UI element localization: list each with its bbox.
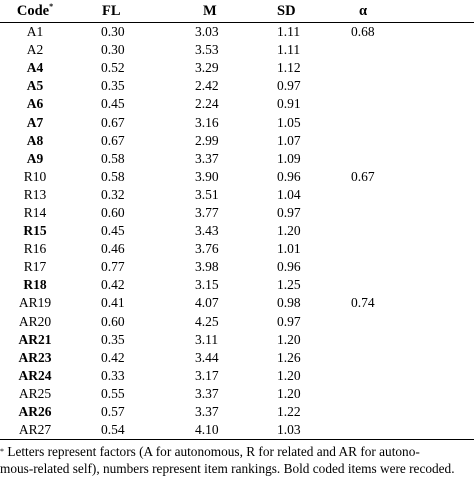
table-row: [0, 132, 474, 150]
cell-code: R13: [23, 186, 47, 202]
cell-m: 3.37: [195, 150, 219, 166]
cell-m: 2.24: [195, 96, 219, 112]
cell-code: A1: [26, 24, 44, 40]
cell-m: 2.99: [195, 132, 219, 148]
cell-alpha: 0.74: [351, 295, 375, 311]
cell-alpha: [337, 77, 431, 95]
cell-sd: 1.09: [277, 150, 301, 166]
cell-alpha: [337, 276, 431, 294]
cell-spacer: [431, 276, 474, 294]
cell-code: A2: [26, 42, 44, 58]
footnote-mark: *: [0, 447, 4, 456]
cell-m: 3.11: [195, 331, 219, 347]
cell-alpha: [337, 222, 431, 240]
cell-fl: 0.58: [101, 150, 125, 166]
table-row: [0, 294, 474, 312]
cell-fl: 0.35: [101, 78, 125, 94]
cell-fl: 0.30: [101, 42, 125, 58]
table-row: [0, 95, 474, 113]
table-row: [0, 385, 474, 403]
cell-spacer: [431, 222, 474, 240]
cell-alpha: [337, 240, 431, 258]
cell-alpha: [337, 258, 431, 276]
cell-fl: 0.60: [101, 313, 125, 329]
cell-sd: 0.97: [277, 313, 301, 329]
cell-fl: 0.32: [101, 186, 125, 202]
cell-fl: 0.67: [101, 114, 125, 130]
cell-alpha: [337, 41, 431, 59]
table-row: [0, 77, 474, 95]
cell-spacer: [431, 168, 474, 186]
table-row: [0, 258, 474, 276]
cell-code: R18: [23, 277, 47, 293]
cell-sd: 0.96: [277, 259, 301, 275]
cell-fl: 0.52: [101, 60, 125, 76]
cell-fl: 0.42: [101, 349, 125, 365]
table-header: [0, 0, 474, 23]
cell-sd: 1.11: [277, 42, 301, 58]
cell-code: AR24: [18, 367, 52, 383]
cell-sd: 1.01: [277, 241, 301, 257]
cell-m: 3.53: [195, 42, 219, 58]
cell-code: R10: [23, 168, 47, 184]
footnote-line-1: Letters represent factors (A for autonomous, R for related and AR for autono-: [4, 444, 420, 459]
cell-spacer: [431, 204, 474, 222]
cell-fl: 0.77: [101, 259, 125, 275]
header-code-label: Code: [16, 2, 50, 19]
table-row: [0, 113, 474, 131]
cell-spacer: [431, 240, 474, 258]
cell-m: 4.25: [195, 313, 219, 329]
header-m: [181, 0, 277, 23]
cell-sd: 1.20: [277, 385, 301, 401]
cell-sd: 1.26: [277, 349, 301, 365]
header-m-label: M: [203, 2, 217, 19]
cell-alpha: [337, 186, 431, 204]
cell-sd: 0.96: [277, 168, 301, 184]
cell-sd: 0.97: [277, 204, 301, 220]
cell-fl: 0.41: [101, 295, 125, 311]
table-row: [0, 349, 474, 367]
cell-alpha: [337, 331, 431, 349]
cell-fl: 0.33: [101, 367, 125, 383]
table-row: [0, 41, 474, 59]
cell-code: A7: [26, 114, 44, 130]
cell-m: 3.15: [195, 277, 219, 293]
table-row: [0, 403, 474, 421]
table-row: [0, 186, 474, 204]
cell-code: A5: [26, 78, 44, 94]
cell-code: R16: [23, 241, 47, 257]
cell-spacer: [431, 186, 474, 204]
cell-m: 3.76: [195, 241, 219, 257]
cell-code: AR23: [18, 349, 52, 365]
cell-fl: 0.60: [101, 204, 125, 220]
cell-m: 3.51: [195, 186, 219, 202]
cell-sd: 1.22: [277, 404, 301, 420]
cell-spacer: [431, 258, 474, 276]
cell-m: 3.77: [195, 204, 219, 220]
cell-m: 3.43: [195, 223, 219, 239]
cell-alpha: [337, 367, 431, 385]
cell-spacer: [431, 95, 474, 113]
table-row: [0, 222, 474, 240]
table-body: [0, 23, 474, 440]
cell-alpha: 0.68: [351, 24, 375, 40]
cell-sd: 1.20: [277, 367, 301, 383]
cell-code: A4: [26, 60, 44, 76]
cell-m: 3.03: [195, 24, 219, 40]
cell-spacer: [431, 367, 474, 385]
cell-code: AR25: [18, 385, 52, 401]
cell-alpha: [337, 313, 431, 331]
cell-alpha: [337, 385, 431, 403]
cell-sd: 1.05: [277, 114, 301, 130]
table-footnote: [0, 443, 474, 477]
header-alpha: [337, 0, 431, 23]
cell-spacer: [431, 132, 474, 150]
cell-code: R15: [23, 223, 47, 239]
cell-m: 4.10: [181, 421, 277, 440]
header-sd: [277, 0, 337, 23]
cell-fl: 0.30: [101, 24, 125, 40]
cell-sd: 0.91: [277, 96, 301, 112]
table-row: [0, 204, 474, 222]
footnote-line-2: mous-related self), numbers represent item rankings. Bold coded items were recoded.: [0, 461, 455, 476]
table-row: [0, 23, 474, 42]
header-code-footnote-mark: *: [49, 1, 54, 11]
cell-alpha: [337, 349, 431, 367]
cell-code: R14: [23, 204, 47, 220]
cell-code: A8: [26, 132, 44, 148]
header-sd-label: SD: [277, 2, 296, 19]
cell-alpha: [337, 59, 431, 77]
cell-sd: 0.97: [277, 78, 301, 94]
cell-code: AR19: [18, 295, 52, 311]
cell-spacer: [431, 59, 474, 77]
cell-fl: 0.67: [101, 132, 125, 148]
table-row: [0, 331, 474, 349]
header-spacer: [431, 0, 474, 23]
header-code: [0, 0, 70, 23]
cell-spacer: [431, 294, 474, 312]
cell-fl: 0.45: [101, 223, 125, 239]
cell-sd: 1.11: [277, 24, 301, 40]
cell-spacer: [431, 403, 474, 421]
cell-sd: 1.04: [277, 186, 301, 202]
cell-fl: 0.57: [101, 404, 125, 420]
cell-m: 2.42: [195, 78, 219, 94]
header-fl: [70, 0, 181, 23]
cell-fl: 0.58: [101, 168, 125, 184]
cell-m: 4.07: [195, 295, 219, 311]
cell-m: 3.37: [195, 385, 219, 401]
cell-code: A9: [26, 150, 44, 166]
cell-sd: 1.03: [277, 421, 337, 440]
table-row: [0, 421, 474, 440]
cell-sd: 1.20: [277, 331, 301, 347]
cell-spacer: [431, 331, 474, 349]
cell-spacer: [431, 385, 474, 403]
table-row: [0, 150, 474, 168]
cell-sd: 1.20: [277, 223, 301, 239]
table-row: [0, 276, 474, 294]
cell-m: 3.29: [195, 60, 219, 76]
cell-m: 3.98: [195, 259, 219, 275]
cell-code: AR26: [18, 404, 52, 420]
cell-spacer: [431, 23, 474, 42]
cell-spacer: [431, 349, 474, 367]
cell-fl: 0.55: [101, 385, 125, 401]
cell-sd: 1.25: [277, 277, 301, 293]
cell-alpha: [337, 421, 431, 440]
cell-m: 3.16: [195, 114, 219, 130]
cell-sd: 1.12: [277, 60, 301, 76]
cell-alpha: 0.67: [351, 168, 375, 184]
header-row: [0, 0, 474, 23]
cell-spacer: [431, 41, 474, 59]
cell-fl: 0.54: [70, 421, 181, 440]
table-row: [0, 168, 474, 186]
cell-fl: 0.45: [101, 96, 125, 112]
cell-spacer: [431, 313, 474, 331]
cell-sd: 0.98: [277, 295, 301, 311]
cell-m: 3.44: [195, 349, 219, 365]
cell-spacer: [431, 113, 474, 131]
cell-alpha: [337, 403, 431, 421]
cell-alpha: [337, 204, 431, 222]
cell-code: AR21: [18, 331, 52, 347]
cell-alpha: [337, 132, 431, 150]
cell-m: 3.17: [195, 367, 219, 383]
cell-code: R17: [23, 259, 47, 275]
cell-alpha: [337, 113, 431, 131]
table-row: [0, 313, 474, 331]
cell-m: 3.90: [195, 168, 219, 184]
cell-code: A6: [26, 96, 44, 112]
cell-alpha: [337, 95, 431, 113]
cell-spacer: [431, 150, 474, 168]
cell-spacer: [431, 421, 474, 440]
cell-alpha: [337, 150, 431, 168]
cell-code: AR20: [18, 313, 52, 329]
cell-code: AR27: [0, 421, 70, 440]
table-row: [0, 367, 474, 385]
cell-fl: 0.42: [101, 277, 125, 293]
cell-fl: 0.35: [101, 331, 125, 347]
header-fl-label: FL: [102, 2, 121, 19]
header-alpha-label: α: [359, 2, 368, 19]
cell-sd: 1.07: [277, 132, 301, 148]
cell-spacer: [431, 77, 474, 95]
cell-m: 3.37: [195, 404, 219, 420]
table-row: [0, 240, 474, 258]
table-row: [0, 59, 474, 77]
cell-fl: 0.46: [101, 241, 125, 257]
